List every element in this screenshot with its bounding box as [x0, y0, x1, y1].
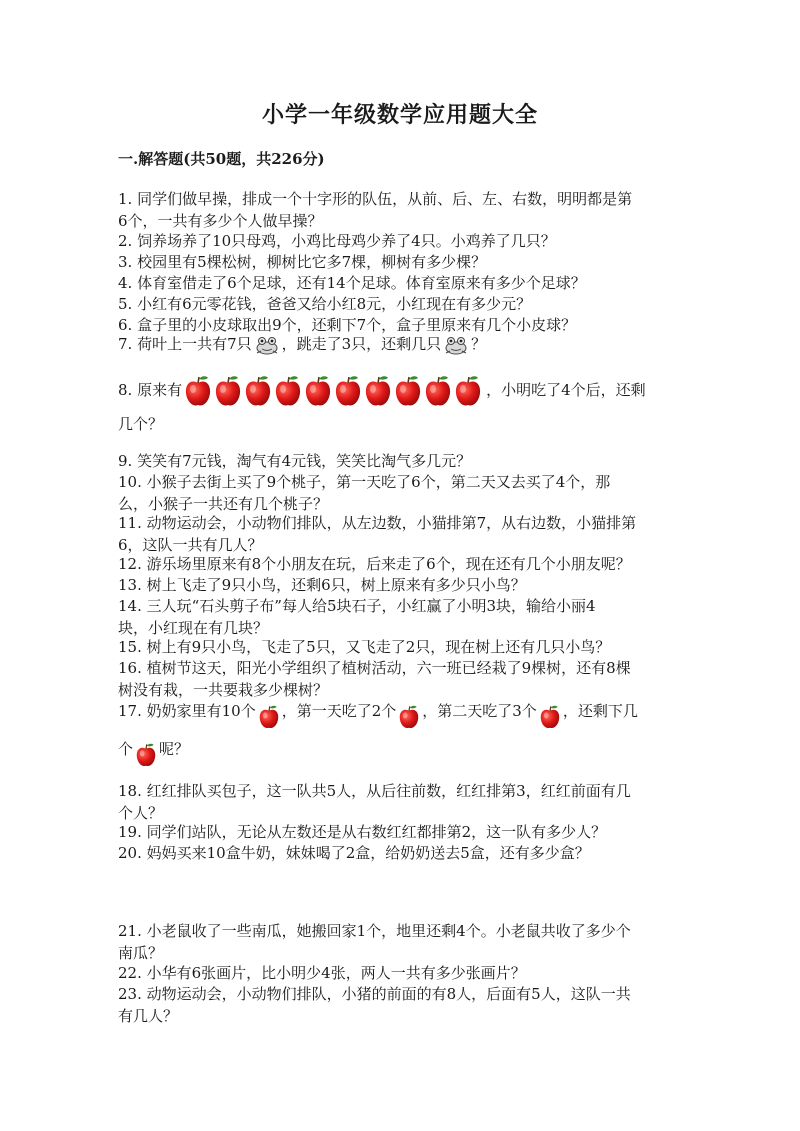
apple-icon — [424, 374, 452, 408]
question-8-part-2: ，小明吃了4个后，还剩 — [486, 381, 646, 399]
question-6: 6. 盒子里的小皮球取出9个，还剩下7个，盒子里原来有几个小皮球？ — [118, 316, 577, 334]
question-19: 19. 同学们站队，无论从左数还是从右数红红都排第2，这一队有多少人？ — [118, 823, 607, 841]
question-5: 5. 小红有6元零花钱，爸爸又给小红8元，小红现在有多少元？ — [118, 295, 532, 313]
question-1-line-1: 1. 同学们做早操，排成一个十字形的队伍，从前、后、左、右数，明明都是第 — [118, 190, 633, 208]
apple-icon — [398, 704, 420, 730]
question-17-part-3: ，第二天吃了3个 — [422, 702, 537, 720]
question-23-line-2: 有几人？ — [118, 1007, 179, 1025]
question-2: 2. 饲养场养了10只母鸡，小鸡比母鸡少养了4只。小鸡养了几只？ — [118, 232, 556, 250]
question-17-part-5: 个 — [118, 740, 134, 758]
question-14 — [118, 595, 678, 639]
apple-icon — [244, 374, 272, 408]
apple-icon — [274, 374, 302, 408]
question-11-line-1: 11. 动物运动会，小动物们排队，从左边数，小猫排第7，从右边数，小猫排第 — [118, 514, 637, 532]
apple-icon — [364, 374, 392, 408]
apple-icon — [135, 742, 157, 768]
page-title: 小学一年级数学应用题大全 — [261, 102, 538, 128]
question-8-line-2: 几个？ — [118, 415, 164, 433]
question-11-line-2: 6，这队一共有几人？ — [118, 536, 263, 554]
question-20: 20. 妈妈买来10盒牛奶，妹妹喝了2盒，给奶奶送去5盒，还有多少盒？ — [118, 844, 590, 862]
question-17-part-1: 17. 奶奶家里有10个 — [118, 702, 256, 720]
question-7-part-3: ？ — [471, 335, 487, 353]
question-10-line-1: 10. 小猴子去街上买了9个桃子，第一天吃了6个，第二天又去买了4个，那 — [118, 473, 611, 491]
question-3: 3. 校园里有5棵松树，柳树比它多7棵，柳树有多少棵？ — [118, 253, 487, 271]
question-16 — [118, 657, 678, 701]
question-21-line-1: 21. 小老鼠收了一些南瓜，她搬回家1个，地里还剩4个。小老鼠共收了多少个 — [118, 922, 631, 940]
apple-icon — [394, 374, 422, 408]
question-11 — [118, 512, 678, 556]
question-18-line-2: 个人？ — [118, 804, 164, 822]
question-21-line-2: 南瓜？ — [118, 944, 164, 962]
question-18-line-1: 18. 红红排队买包子，这一队共5人，从后往前数，红红排第3，红红前面有几 — [118, 782, 631, 800]
question-8-part-1: 8. 原来有 — [118, 381, 183, 399]
question-16-line-2: 树没有栽，一共要栽多少棵树？ — [118, 681, 329, 699]
question-15: 15. 树上有9只小鸟，飞走了5只，又飞走了2只，现在树上还有几只小鸟？ — [118, 638, 611, 656]
question-23 — [118, 983, 678, 1027]
apple-icon — [539, 704, 561, 730]
question-7-part-2: ，跳走了3只，还剩几只 — [281, 335, 442, 353]
apple-icon — [258, 704, 280, 730]
question-17 — [118, 700, 678, 730]
apple-icon — [454, 374, 482, 408]
frog-icon — [254, 334, 280, 356]
question-7 — [118, 333, 678, 356]
question-10 — [118, 471, 678, 515]
question-23-line-1: 23. 动物运动会，小动物们排队，小猪的前面的有8人，后面有5人，这队一共 — [118, 985, 631, 1003]
question-22: 22. 小华有6张画片，比小明少4张，两人一共有多少张画片？ — [118, 964, 526, 982]
apple-icon — [214, 374, 242, 408]
question-1 — [118, 188, 678, 232]
question-14-line-2: 块，小红现在有几块？ — [118, 619, 269, 637]
apple-icon — [304, 374, 332, 408]
question-18 — [118, 780, 678, 824]
question-17-line-2 — [118, 738, 678, 768]
question-12: 12. 游乐场里原来有8个小朋友在玩，后来走了6个，现在还有几个小朋友呢？ — [118, 555, 631, 573]
question-21 — [118, 920, 678, 964]
question-4: 4. 体育室借走了6个足球，还有14个足球。体育室原来有多少个足球？ — [118, 274, 586, 292]
question-9: 9. 笑笑有7元钱，淘气有4元钱，笑笑比淘气多几元？ — [118, 452, 472, 470]
question-13: 13. 树上飞走了9只小鸟，还剩6只，树上原来有多少只小鸟？ — [118, 576, 526, 594]
question-14-line-1: 14. 三人玩“石头剪子布”每人给5块石子，小红赢了小明3块，输给小丽4 — [118, 597, 596, 615]
question-7-part-1: 7. 荷叶上一共有7只 — [118, 335, 252, 353]
question-10-line-2: 么，小猴子一共还有几个桃子？ — [118, 495, 329, 513]
question-1-line-2: 6个，一共有多少个人做早操？ — [118, 212, 323, 230]
question-17-part-4: ，还剩下几 — [562, 702, 638, 720]
question-17-part-6: 呢？ — [159, 740, 190, 758]
question-8 — [118, 374, 678, 408]
apple-icon — [184, 374, 212, 408]
apple-row — [184, 374, 484, 408]
apple-icon — [334, 374, 362, 408]
frog-icon — [443, 334, 469, 356]
question-16-line-1: 16. 植树节这天，阳光小学组织了植树活动，六一班已经栽了9棵树，还有8棵 — [118, 659, 631, 677]
section-heading: 一.解答题(共50题，共226分) — [118, 150, 325, 168]
question-17-part-2: ，第一天吃了2个 — [281, 702, 397, 720]
